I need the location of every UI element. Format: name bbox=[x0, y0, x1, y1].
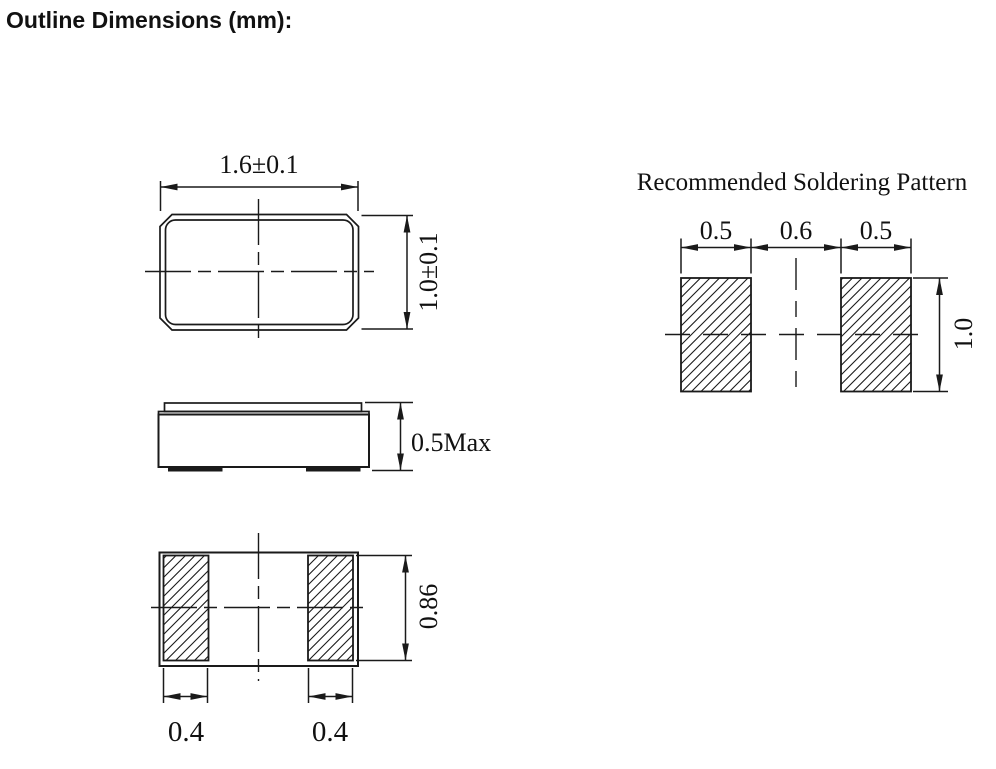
arrowhead-bottom bbox=[397, 454, 404, 471]
arrowhead-bottom bbox=[404, 312, 411, 329]
dimension-label: 0.4 bbox=[311, 716, 349, 748]
dimension-label: 1.6±0.1 bbox=[219, 150, 299, 179]
extension-lines bbox=[365, 403, 413, 471]
extension-lines bbox=[161, 181, 359, 211]
arrowhead bbox=[824, 244, 841, 251]
arrowhead-left bbox=[309, 693, 326, 700]
arrowhead-top bbox=[397, 403, 404, 420]
arrowhead-bottom bbox=[936, 375, 943, 392]
dimension-label: 1.0±0.1 bbox=[414, 232, 443, 312]
top-view-width-dimension bbox=[161, 150, 359, 211]
bottom-view bbox=[151, 533, 443, 748]
right-pad-width-label: 0.5 bbox=[859, 216, 893, 245]
dimension-label: 0.5Max bbox=[411, 428, 492, 457]
bottom-view-left-pad-width-dimension bbox=[164, 668, 208, 748]
side-view-body bbox=[159, 415, 370, 468]
bottom-view-pad-height-dimension bbox=[356, 556, 443, 661]
top-view-outer-outline bbox=[160, 215, 359, 331]
dimension-label: 1.0 bbox=[949, 317, 978, 351]
arrowhead-left bbox=[164, 693, 181, 700]
soldering-pattern-title: Recommended Soldering Pattern bbox=[636, 169, 968, 196]
arrowhead bbox=[841, 244, 858, 251]
arrowhead-right bbox=[191, 693, 208, 700]
top-view-height-dimension bbox=[362, 216, 444, 330]
top-view-inner-outline bbox=[166, 220, 354, 325]
gap-label: 0.6 bbox=[779, 216, 813, 245]
soldering-pattern bbox=[637, 169, 978, 398]
arrowhead-top bbox=[404, 216, 411, 233]
arrowhead-right bbox=[341, 184, 358, 191]
top-view bbox=[145, 150, 443, 344]
arrowhead-top bbox=[936, 278, 943, 295]
arrowhead bbox=[734, 244, 751, 251]
dimension-label: 0.4 bbox=[167, 716, 205, 748]
side-view-right-terminal bbox=[306, 466, 361, 472]
page-title: Outline Dimensions (mm): bbox=[6, 7, 293, 33]
dimension-label: 0.86 bbox=[414, 583, 443, 630]
bottom-view-right-pad-width-dimension bbox=[309, 668, 353, 748]
side-view-height-dimension bbox=[365, 403, 491, 471]
left-pad-width-label: 0.5 bbox=[699, 216, 733, 245]
side-view-left-terminal bbox=[168, 466, 223, 472]
arrowhead-right bbox=[336, 693, 353, 700]
soldering-pad-height-dimension bbox=[913, 278, 978, 392]
arrowhead bbox=[894, 244, 911, 251]
arrowhead bbox=[751, 244, 768, 251]
side-view-lid bbox=[165, 403, 362, 412]
extension-lines bbox=[362, 216, 414, 330]
arrowhead bbox=[681, 244, 698, 251]
arrowhead-bottom bbox=[402, 644, 409, 661]
extension-lines bbox=[913, 278, 948, 392]
side-view bbox=[159, 403, 492, 472]
arrowhead-top bbox=[402, 556, 409, 573]
arrowhead-left bbox=[161, 184, 178, 191]
